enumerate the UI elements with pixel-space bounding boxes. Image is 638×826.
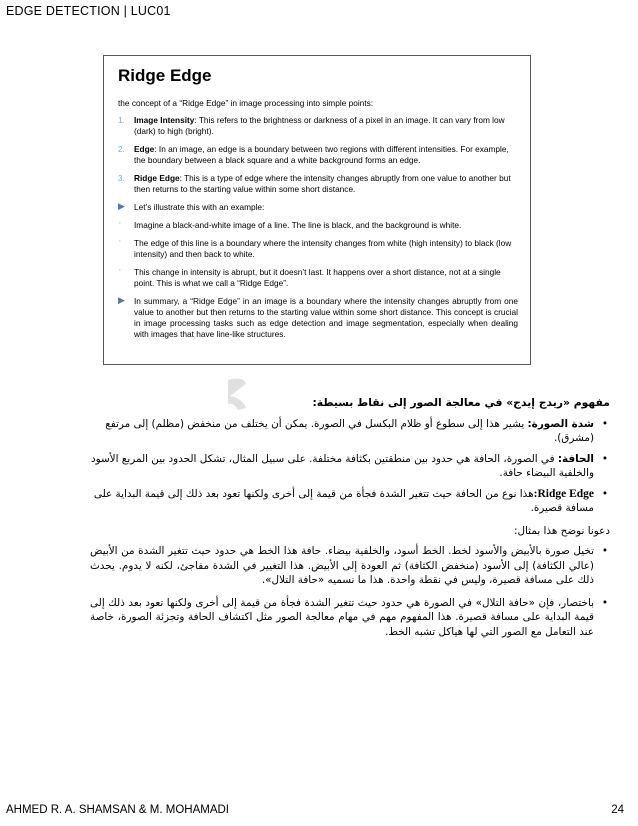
example-point-text: Imagine a black-and-white image of a line. The line is black, and the background is white.: [134, 220, 462, 230]
arabic-title: مفهوم «ريدج إيدج» في معالجة الصور إلى نقاط بسيطة:: [312, 396, 610, 409]
bullet-icon: •: [601, 417, 608, 430]
bullet-icon: •: [601, 596, 608, 609]
numbered-item: [118, 173, 518, 195]
arabic-section: [90, 396, 610, 639]
arabic-point: [90, 544, 610, 588]
item-text: : This refers to the brightness or darkness of a pixel in an image. It can vary from low (dark) to high (bright).: [134, 115, 505, 136]
item-term: Edge: [134, 144, 155, 154]
example-point: [118, 235, 518, 260]
box-title: Ridge Edge: [118, 66, 212, 85]
example-intro: [118, 202, 518, 213]
example-point: [118, 217, 518, 231]
example-point-text: This change in intensity is abrupt, but it doesn’t last. It happens over a short distance, not at a single point. This is what we call a “Ridge Edge”.: [134, 267, 501, 288]
item-text: : This is a type of edge where the intensity changes abruptly from one value to another but then returns to the starting value within some short distance.: [134, 173, 511, 194]
bullet-icon: •: [601, 545, 608, 557]
arabic-term: الحافة:: [557, 452, 594, 465]
page-number: 24: [611, 804, 624, 816]
arabic-text: هذا نوع من الحافة حيث تتغير الشدة فجأة من قيمة إلى أخرى ولكنها تعود بعد ذلك إلى قيمة البداية على مسافة قصيرة.: [93, 487, 594, 514]
box-intro: the concept of a “Ridge Edge” in image processing into simple points:: [118, 98, 374, 108]
dot-bullet-icon: ·: [118, 235, 122, 247]
arabic-point: [90, 417, 610, 446]
arabic-term: شدة الصورة:: [527, 417, 594, 430]
summary-text: In summary, a “Ridge Edge” in an image is a boundary where the intensity changes abruptly from one value to another but then returns to the starting value within some short distance. This concept is crucial in image processing tasks such as edge detection and image segmentation, especially when dealing with images that have line-like structures.: [134, 296, 518, 339]
item-term: Image Intensity: [134, 115, 195, 125]
ridge-edge-box: [103, 55, 531, 365]
arabic-point: [90, 487, 610, 516]
arabic-term: Ridge Edge:: [533, 487, 594, 500]
triangle-bullet-icon: ▶: [118, 201, 125, 211]
triangle-bullet-icon: ▶: [118, 295, 125, 305]
example-intro-text: Let’s illustrate this with an example:: [134, 202, 265, 212]
arabic-example-intro: دعونا نوضح هذا بمثال:: [513, 524, 610, 537]
item-text: : In an image, an edge is a boundary between two regions with different intensities. For example, the boundary between a black square and a white background forms an edge.: [134, 144, 509, 165]
arabic-text: تخيل صورة بالأبيض والأسود لخط. الخط أسود، والخلفية بيضاء. حافة هذا الخط هي حدود حيث تتغير الشدة من الأبيض (عالي الكثافة) إلى الأسود (منخفض الكثافة) ثم العودة إلى الأبيض. هذا التغيير في الشدة مفاجئ، لكنه لا يدوم. يحدث ذلك على مسافة قصيرة، وليس في نقطة واحدة. هذا ما نسميه «حافة التلال».: [90, 545, 594, 586]
numbered-item: [118, 115, 518, 137]
example-point: [118, 264, 518, 289]
item-number: 1.: [118, 116, 125, 125]
dot-bullet-icon: ·: [118, 217, 122, 229]
summary: [118, 296, 518, 340]
item-number: 3.: [118, 174, 125, 183]
bullet-icon: •: [601, 487, 608, 500]
example-point-text: The edge of this line is a boundary where the intensity changes from white (high intensity) to black (low intensity) and then back to white.: [134, 238, 512, 259]
item-number: 2.: [118, 145, 125, 154]
footer-authors: AHMED R. A. SHAMSAN & M. MOHAMADI: [6, 804, 229, 816]
arabic-text: باختصار، فإن «حافة التلال» في الصورة هي حدود حيث تتغير الشدة فجأة من قيمة إلى أخرى ولكنها تعود بعد ذلك إلى قيمة البداية على مسافة قصيرة. هذا المفهوم مهم في مهام معالجة الصور مثل اكتشاف الحافة وتجزئة الصورة، خاصة عند التعامل مع الصور التي لها هياكل تشبه الخط.: [90, 596, 594, 638]
running-header: EDGE DETECTION | LUC01: [6, 4, 171, 18]
arabic-text: يشير هذا إلى سطوع أو ظلام البكسل في الصورة. يمكن أن يختلف من منخفض (مظلم) إلى مرتفع (مشرق).: [105, 417, 594, 444]
numbered-item: [118, 144, 518, 166]
dot-bullet-icon: ·: [118, 264, 122, 276]
arabic-point: [90, 452, 610, 481]
arabic-text: في الصورة، الحافة هي حدود بين منطقتين بكثافة مختلفة. على سبيل المثال، تشكل الحدود بين المربع الأسود والخلفية البيضاء حافة.: [90, 452, 594, 479]
arabic-point: [90, 596, 610, 640]
bullet-icon: •: [601, 452, 608, 465]
item-term: Ridge Edge: [134, 173, 180, 183]
